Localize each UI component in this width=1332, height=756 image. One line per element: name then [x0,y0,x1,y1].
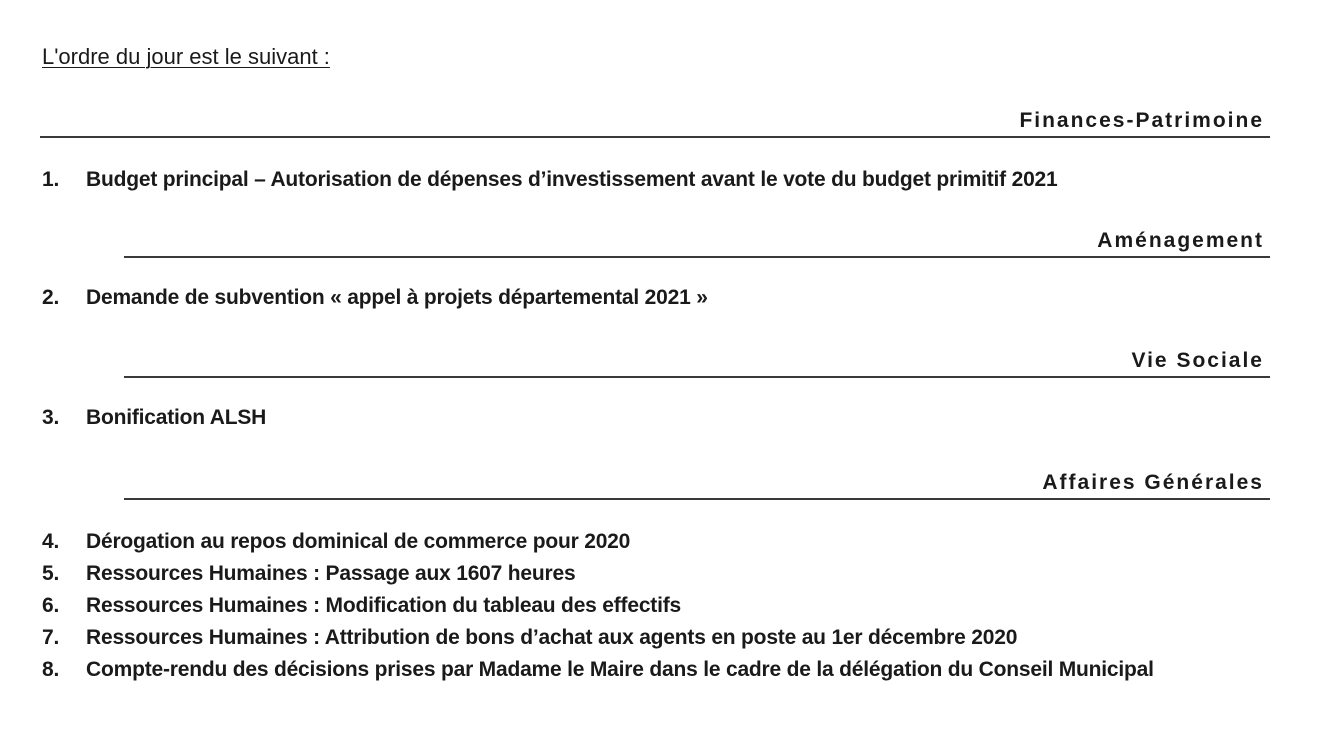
section-title: Affaires Générales [1042,471,1264,494]
item-text: Ressources Humaines : Passage aux 1607 heures [86,562,576,585]
agenda-intro: L'ordre du jour est le suivant : [42,44,330,69]
item-text: Bonification ALSH [86,406,267,429]
agenda-item [42,562,575,586]
agenda-item [42,168,1058,192]
item-text: Ressources Humaines : Modification du tableau des effectifs [86,594,682,617]
item-number: 8. [42,658,60,681]
item-number: 5. [42,562,60,585]
item-text: Budget principal – Autorisation de dépenses d’investissement avant le vote du budget primitif 2021 [86,168,1058,191]
agenda-item [42,286,708,310]
section-header-affaires-generales [124,462,1270,500]
agenda-item [42,626,1017,650]
item-number: 4. [42,530,60,553]
item-number: 6. [42,594,60,617]
section-header-amenagement [124,220,1270,258]
agenda-item [42,530,630,554]
agenda-item [42,406,266,430]
item-text: Demande de subvention « appel à projets départemental 2021 » [86,286,708,309]
section-title: Finances-Patrimoine [1019,109,1264,132]
section-header-finances-patrimoine [40,100,1270,138]
item-text: Dérogation au repos dominical de commerce pour 2020 [86,530,631,553]
section-title: Aménagement [1097,229,1264,252]
item-text: Ressources Humaines : Attribution de bons d’achat aux agents en poste au 1er décembre 2020 [86,626,1018,649]
section-title: Vie Sociale [1131,349,1264,372]
item-text: Compte-rendu des décisions prises par Madame le Maire dans le cadre de la délégation du Conseil Municipal [86,658,1154,681]
item-number: 2. [42,286,60,309]
section-header-vie-sociale [124,340,1270,378]
item-number: 1. [42,168,60,191]
item-number: 7. [42,626,60,649]
agenda-item [42,594,681,618]
item-number: 3. [42,406,60,429]
agenda-item [42,658,1154,682]
